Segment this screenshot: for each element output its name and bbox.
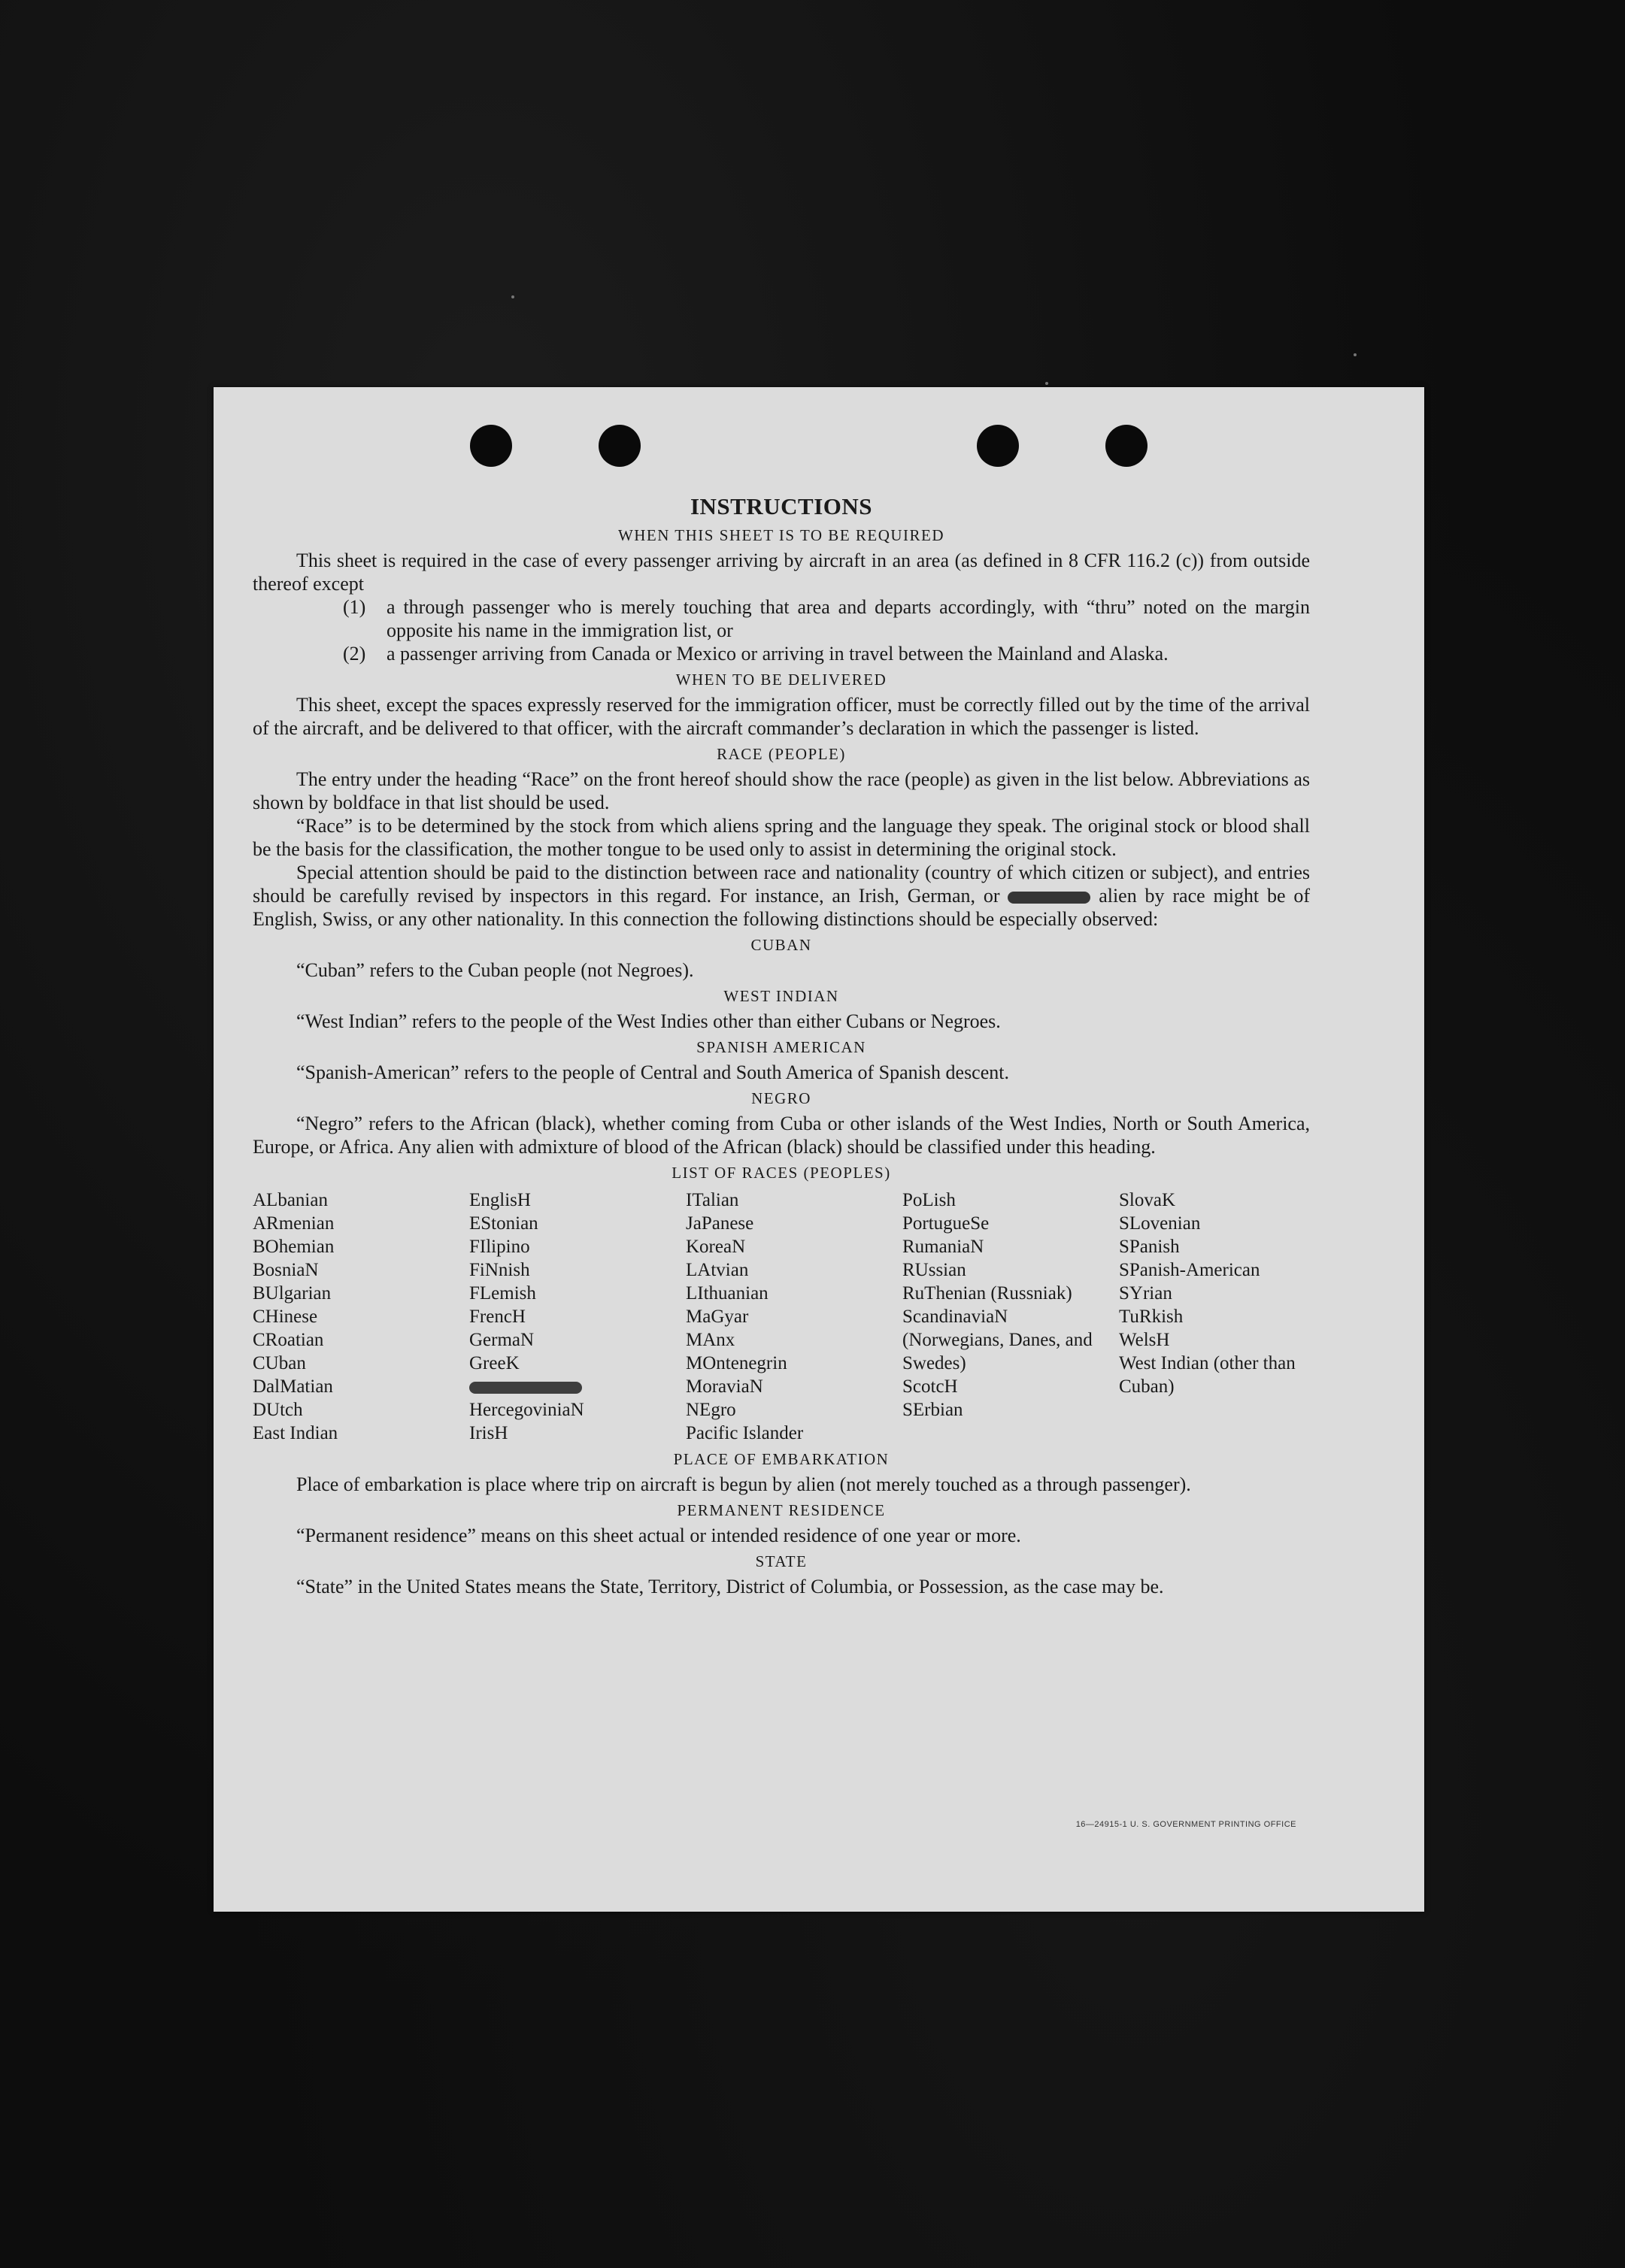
section-heading-cuban: CUBAN — [750, 936, 812, 954]
section-heading-delivered: WHEN TO BE DELIVERED — [675, 671, 887, 689]
races-list — [253, 1189, 1310, 1445]
race-entry: RumaniaN — [902, 1237, 984, 1257]
races-column — [1119, 1189, 1310, 1445]
section-heading-negro: NEGRO — [751, 1089, 811, 1107]
redaction-smudge — [1008, 892, 1090, 904]
race-entry: NEgro — [686, 1400, 736, 1420]
race-entry: SErbian — [902, 1400, 963, 1420]
punch-hole — [599, 425, 641, 467]
race-entry: FiNnish — [469, 1260, 530, 1280]
race-entry: BUlgarian — [253, 1283, 332, 1304]
race-entry: IrisH — [469, 1423, 508, 1443]
section-heading-west-indian: WEST INDIAN — [723, 987, 839, 1005]
race-entry: Pacific Islander — [686, 1423, 804, 1443]
race-entry: MoraviaN — [686, 1376, 763, 1397]
exception-number: (1) — [343, 596, 366, 618]
race-entry: TuRkish — [1119, 1307, 1184, 1327]
race-entry: EnglisH — [469, 1190, 531, 1210]
negro-text: “Negro” refers to the African (black), whether coming from Cuba or other islands of the West Indies, North or South America, Europe, or Africa. Any alien with admixture of blood of the African (black) should be classified under this heading. — [253, 1113, 1310, 1158]
required-intro: This sheet is required in the case of every passenger arriving by aircraft in an area (as defined in 8 CFR 116.2 (c)) from outside thereof except — [253, 550, 1310, 595]
race-entry: ITalian — [686, 1190, 739, 1210]
race-entry: RuThenian (Russniak) — [902, 1283, 1072, 1304]
section-heading-embarkation: PLACE OF EMBARKATION — [673, 1450, 890, 1468]
section-heading-required: WHEN THIS SHEET IS TO BE REQUIRED — [617, 526, 945, 544]
section-heading-races-list: LIST OF RACES (PEOPLES) — [672, 1164, 891, 1182]
race-entry: West Indian (other than Cuban) — [1119, 1353, 1296, 1397]
race-entry: DUtch — [253, 1400, 303, 1420]
race-entry: DalMatian — [253, 1376, 333, 1397]
race-entry: ScotcH — [902, 1376, 958, 1397]
race-entry: SLovenian — [1119, 1213, 1201, 1234]
exception-text: a through passenger who is merely touching that area and departs accordingly, with “thru” noted on the margin opposite his name in the immigration list, or — [387, 596, 1310, 641]
race-entry: BosniaN — [253, 1260, 319, 1280]
residence-text: “Permanent residence” means on this sheet actual or intended residence of one year or more. — [296, 1525, 1021, 1546]
section-heading-residence: PERMANENT RESIDENCE — [677, 1501, 886, 1519]
cuban-text: “Cuban” refers to the Cuban people (not Negroes). — [296, 959, 694, 981]
west-indian-text: “West Indian” refers to the people of the West Indies other than either Cubans or Negroes. — [296, 1010, 1001, 1032]
race-entry: GreeK — [469, 1353, 520, 1373]
race-entry: LIthuanian — [686, 1283, 769, 1304]
race-entry: LAtvian — [686, 1260, 749, 1280]
race-entry: SPanish-American — [1119, 1260, 1260, 1280]
section-heading-spanish-american: SPANISH AMERICAN — [696, 1038, 866, 1056]
race-entry: JaPanese — [686, 1213, 754, 1234]
spanish-american-text: “Spanish-American” refers to the people of Central and South America of Spanish descent. — [296, 1061, 1009, 1083]
state-text: “State” in the United States means the State, Territory, District of Columbia, or Possession, as the case may be. — [296, 1576, 1164, 1597]
race-entry: East Indian — [253, 1423, 338, 1443]
race-entry: MAnx — [686, 1330, 735, 1350]
section-heading-race: RACE (PEOPLE) — [717, 745, 846, 763]
page-title: INSTRUCTIONS — [690, 493, 872, 519]
dust-speck — [511, 295, 514, 298]
race-entry: HercegoviniaN — [469, 1400, 584, 1420]
race-paragraph-3a: Special attention should be paid to the distinction between race and nationality (country of which citizen or subject), and entries should be carefully revised by inspectors in this regard. For instance, an Irish, German, or — [253, 861, 1310, 907]
print-footer: 16—24915-1 U. S. GOVERNMENT PRINTING OFFICE — [1075, 1820, 1296, 1829]
redaction-smudge — [469, 1382, 582, 1394]
sheet-content — [253, 492, 1310, 1598]
races-column — [469, 1189, 686, 1445]
race-paragraph-2: “Race” is to be determined by the stock from which aliens spring and the language they speak. The original stock or blood shall be the basis for the classification, the mother tongue to be used only to assist in determining the original stock. — [253, 815, 1310, 860]
race-paragraph-1: The entry under the heading “Race” on the front hereof should show the race (people) as given in the list below. Abbreviations as shown by boldface in that list should be used. — [253, 768, 1310, 813]
race-entry: SYrian — [1119, 1283, 1172, 1304]
race-entry: ScandinaviaN (Norwegians, Danes, and Swedes) — [902, 1307, 1093, 1373]
dust-speck — [1045, 382, 1048, 385]
race-entry: MaGyar — [686, 1307, 749, 1327]
race-entry: FIlipino — [469, 1237, 530, 1257]
exception-item — [253, 642, 1310, 665]
instruction-sheet — [214, 387, 1424, 1912]
race-entry: RUssian — [902, 1260, 966, 1280]
delivered-text: This sheet, except the spaces expressly reserved for the immigration officer, must be correctly filled out by the time of the arrival of the aircraft, and be delivered to that officer, with the aircraft commander’s declaration in which the passenger is listed. — [253, 694, 1310, 739]
races-column — [253, 1189, 469, 1445]
race-entry: SlovaK — [1119, 1190, 1175, 1210]
race-entry-redacted — [469, 1375, 686, 1398]
race-entry: FrencH — [469, 1307, 526, 1327]
race-entry: MOntenegrin — [686, 1353, 787, 1373]
embarkation-text: Place of embarkation is place where trip on aircraft is begun by alien (not merely touched as a through passenger). — [296, 1473, 1191, 1495]
race-entry: ALbanian — [253, 1190, 328, 1210]
punch-hole — [470, 425, 512, 467]
races-column — [902, 1189, 1119, 1445]
race-entry: EStonian — [469, 1213, 538, 1234]
race-entry: KoreaN — [686, 1237, 746, 1257]
race-entry: BOhemian — [253, 1237, 335, 1257]
dust-speck — [1354, 353, 1357, 356]
punch-hole — [977, 425, 1019, 467]
race-entry: CRoatian — [253, 1330, 324, 1350]
race-entry: FLemish — [469, 1283, 536, 1304]
race-paragraph-3 — [253, 861, 1310, 931]
punch-hole — [1105, 425, 1148, 467]
race-entry: CHinese — [253, 1307, 318, 1327]
race-entry: WelsH — [1119, 1330, 1170, 1350]
exception-item — [253, 595, 1310, 642]
race-entry: PoLish — [902, 1190, 956, 1210]
race-paragraph-3b: alien by race might be of English, Swiss, or any other nationality. In this connection the following distinctions should be especially observed: — [253, 885, 1311, 930]
section-heading-state: STATE — [755, 1552, 808, 1570]
race-entry: ARmenian — [253, 1213, 335, 1234]
race-entry: SPanish — [1119, 1237, 1180, 1257]
race-entry: CUban — [253, 1353, 306, 1373]
exception-number: (2) — [343, 643, 366, 665]
races-column — [686, 1189, 902, 1445]
race-entry: GermaN — [469, 1330, 535, 1350]
race-entry: PortugueSe — [902, 1213, 990, 1234]
exception-text: a passenger arriving from Canada or Mexico or arriving in travel between the Mainland and Alaska. — [387, 643, 1169, 665]
